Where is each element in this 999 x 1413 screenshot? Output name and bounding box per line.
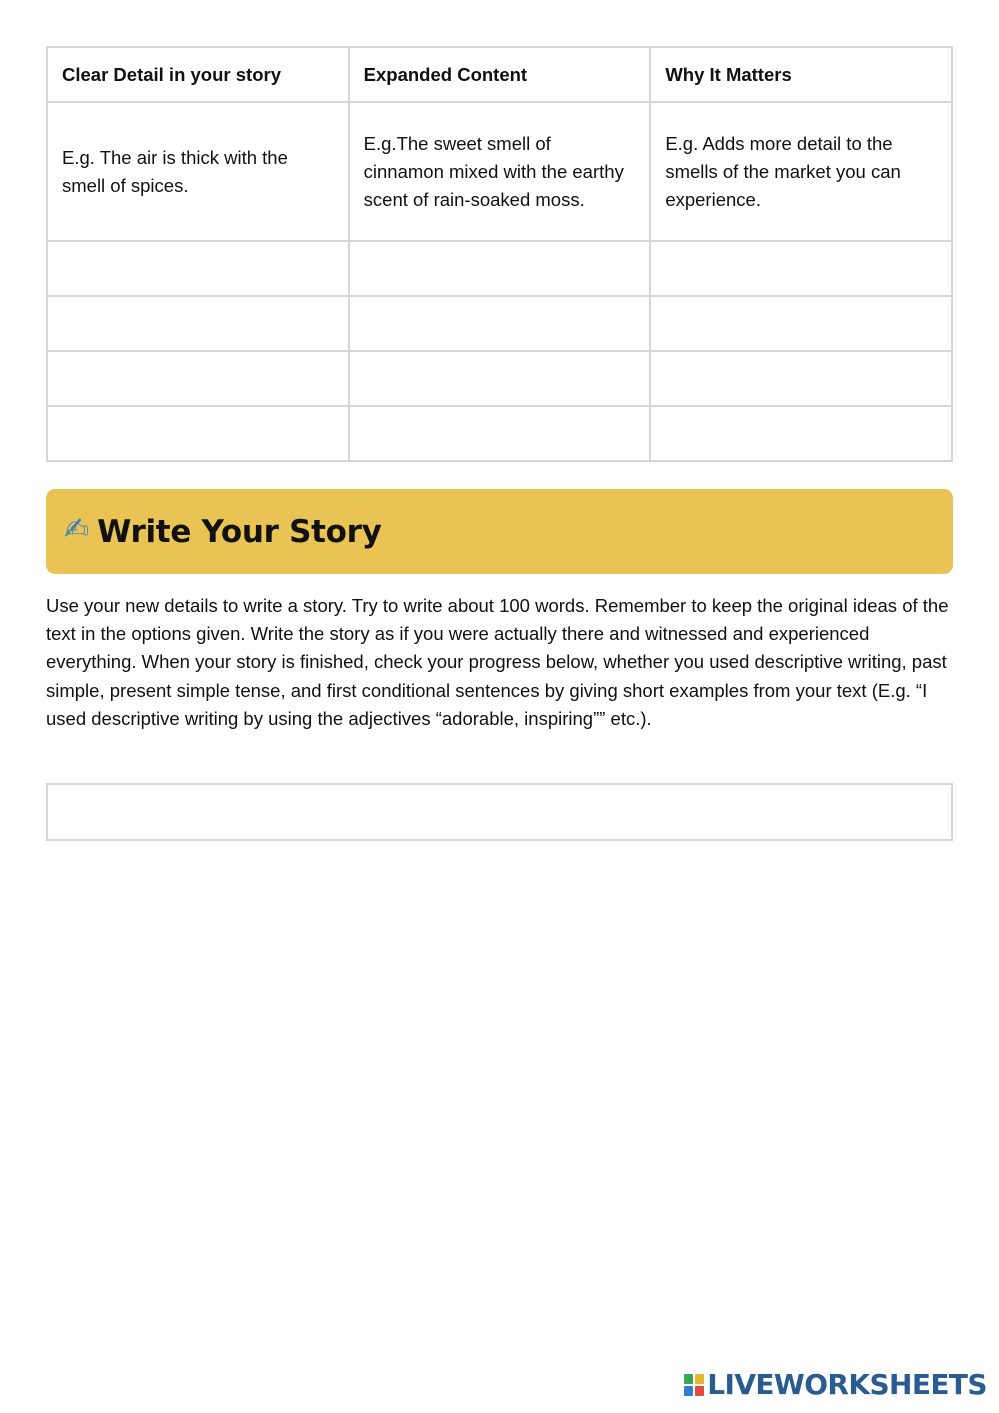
table-example-row	[47, 102, 952, 241]
answer-cell-why-it-matters[interactable]	[650, 406, 952, 461]
answer-cell-expanded-content[interactable]	[349, 296, 651, 351]
example-clear-detail: E.g. The air is thick with the smell of spices.	[47, 102, 349, 241]
answer-cell-clear-detail[interactable]	[47, 351, 349, 406]
story-answer-box[interactable]	[46, 783, 953, 841]
answer-cell-clear-detail[interactable]	[47, 406, 349, 461]
header-why-it-matters: Why It Matters	[650, 47, 952, 102]
brand-name: LIVEWORKSHEETS	[707, 1368, 987, 1401]
table-row	[47, 406, 952, 461]
answer-cell-expanded-content[interactable]	[349, 406, 651, 461]
logo-block-i	[695, 1374, 704, 1384]
table-row	[47, 241, 952, 296]
header-expanded-content: Expanded Content	[349, 47, 651, 102]
table-row	[47, 351, 952, 406]
answer-cell-why-it-matters[interactable]	[650, 241, 952, 296]
answer-cell-clear-detail[interactable]	[47, 241, 349, 296]
table-row	[47, 296, 952, 351]
instructions-text: Use your new details to write a story. Try to write about 100 words. Remember to keep the original ideas of the text in the options given. Write the story as if you were actually there and witnessed and experienced everything. When your story is finished, check your progress below, whether you used descriptive writing, past simple, present simple tense, and first conditional sentences by giving short examples from your text (E.g. “I used descriptive writing by using the adjectives “adorable, inspiring”” etc.).	[46, 595, 949, 729]
answer-cell-expanded-content[interactable]	[349, 241, 651, 296]
liveworksheets-brand	[684, 1368, 987, 1401]
logo-block-l	[684, 1374, 693, 1384]
header-clear-detail: Clear Detail in your story	[47, 47, 349, 102]
answer-cell-why-it-matters[interactable]	[650, 296, 952, 351]
answer-cell-clear-detail[interactable]	[47, 296, 349, 351]
example-expanded-content: E.g.The sweet smell of cinnamon mixed with the earthy scent of rain-soaked moss.	[349, 102, 651, 241]
writing-hand-icon: ✍	[64, 511, 90, 547]
answer-cell-expanded-content[interactable]	[349, 351, 651, 406]
section-title: Write Your Story	[97, 513, 382, 550]
details-table	[46, 46, 953, 462]
example-why-it-matters: E.g. Adds more detail to the smells of the market you can experience.	[650, 102, 952, 241]
liveworksheets-logo-icon	[684, 1374, 704, 1396]
logo-block-v	[684, 1386, 693, 1396]
logo-block-e	[695, 1386, 704, 1396]
write-your-story-banner	[46, 489, 953, 574]
table-header-row	[47, 47, 952, 102]
answer-cell-why-it-matters[interactable]	[650, 351, 952, 406]
